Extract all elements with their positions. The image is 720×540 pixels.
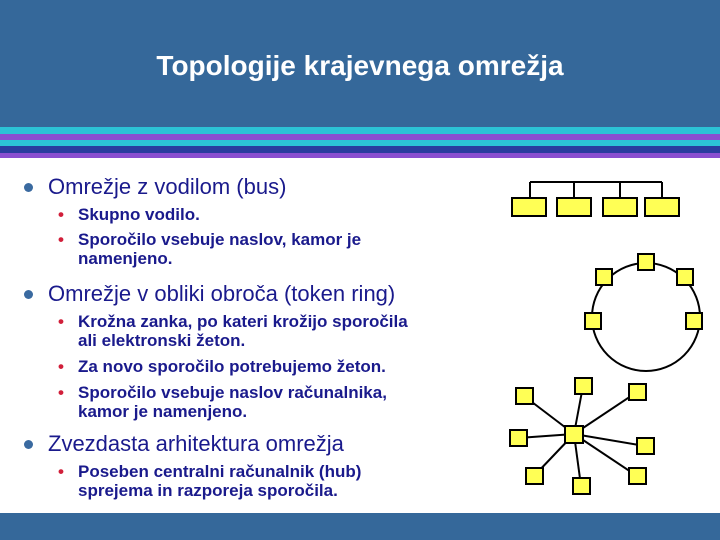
item-text: namenjeno. <box>78 249 173 268</box>
star-node <box>629 468 646 484</box>
ring-node <box>638 254 654 270</box>
bus-node <box>603 198 637 216</box>
ring-node <box>585 313 601 329</box>
star-hub <box>565 426 583 443</box>
item-text: Skupno vodilo. <box>78 205 200 224</box>
item-text: kamor je namenjeno. <box>78 402 248 421</box>
star-node <box>510 430 527 446</box>
star-node <box>637 438 654 454</box>
bus-node <box>557 198 591 216</box>
item-text: Poseben centralni računalnik (hub) <box>78 462 362 481</box>
sub-bullet-icon: • <box>58 205 64 224</box>
slide-title: Topologije krajevnega omrežja <box>156 50 564 81</box>
item-text: Sporočilo vsebuje naslov računalnika, <box>78 383 387 402</box>
sub-bullet-icon: • <box>58 383 64 402</box>
heading-bus: Omrežje z vodilom (bus) <box>48 174 287 199</box>
star-node <box>573 478 590 494</box>
item-text: ali elektronski žeton. <box>78 331 246 350</box>
item-text: Za novo sporočilo potrebujemo žeton. <box>78 357 386 376</box>
footer-bar <box>0 513 720 540</box>
ring-node <box>596 269 612 285</box>
ring-topology-diagram <box>585 254 702 371</box>
item-text: sprejema in razporeja sporočila. <box>78 481 338 500</box>
item-text: Krožna zanka, po kateri krožijo sporočila <box>78 312 408 331</box>
item-text: Sporočilo vsebuje naslov, kamor je <box>78 230 362 249</box>
sub-bullet-icon: • <box>58 462 64 481</box>
bus-topology-diagram <box>512 182 679 216</box>
bus-node <box>645 198 679 216</box>
star-topology-diagram <box>510 378 654 494</box>
star-node <box>575 378 592 394</box>
star-node <box>629 384 646 400</box>
heading-ring: Omrežje v obliki obroča (token ring) <box>48 281 396 306</box>
ring-node <box>677 269 693 285</box>
heading-star: Zvezdasta arhitektura omrežja <box>48 431 344 456</box>
sub-bullet-icon: • <box>58 312 64 331</box>
sub-bullet-icon: • <box>58 357 64 376</box>
ring-node <box>686 313 702 329</box>
star-node <box>526 468 543 484</box>
sub-bullet-icon: • <box>58 230 64 249</box>
star-node <box>516 388 533 404</box>
bus-node <box>512 198 546 216</box>
